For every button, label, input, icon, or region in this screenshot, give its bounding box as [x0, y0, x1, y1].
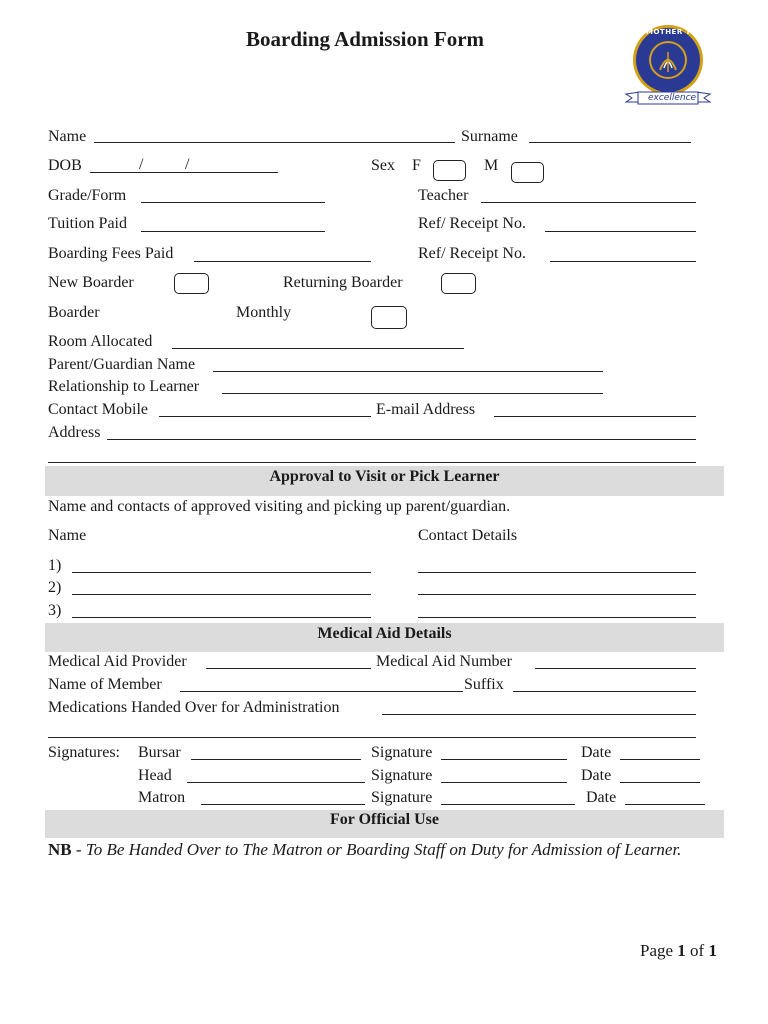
- head-signature-field[interactable]: [441, 782, 567, 783]
- room-field[interactable]: [172, 348, 464, 349]
- ref-receipt-label-2: Ref/ Receipt No.: [418, 245, 526, 262]
- dob-field[interactable]: [90, 172, 278, 173]
- approval-name-column: Name: [48, 527, 87, 544]
- signatures-label: Signatures:: [48, 744, 120, 761]
- signature-label: Signature: [371, 744, 433, 761]
- date-label: Date: [581, 767, 612, 784]
- sex-f-checkbox[interactable]: [433, 160, 466, 181]
- matron-name-field[interactable]: [201, 804, 365, 805]
- approval-name-field-3[interactable]: [72, 617, 371, 618]
- page-indicator: [640, 941, 717, 961]
- boarding-fees-field[interactable]: [194, 261, 371, 262]
- name-field[interactable]: [94, 142, 455, 143]
- signature-label: Signature: [371, 767, 433, 784]
- head-name-field[interactable]: [187, 782, 365, 783]
- page-total: 1: [708, 941, 717, 960]
- signature-role: Head: [138, 767, 172, 784]
- medical-heading: Medical Aid Details: [45, 623, 724, 652]
- suffix-field[interactable]: [513, 691, 696, 692]
- returning-boarder-label: Returning Boarder: [283, 274, 403, 291]
- monthly-label: Monthly: [236, 304, 292, 321]
- approval-name-field-1[interactable]: [72, 572, 371, 573]
- approval-heading: Approval to Visit or Pick Learner: [45, 466, 724, 496]
- email-label: E-mail Address: [376, 401, 476, 418]
- ref-receipt-field-2[interactable]: [550, 261, 696, 262]
- approval-intro: Name and contacts of approved visiting and picking up parent/guardian.: [48, 498, 511, 515]
- name-label: Name: [48, 128, 87, 145]
- medications-field-line-2[interactable]: [48, 737, 696, 738]
- teacher-label: Teacher: [418, 187, 469, 204]
- page-word: Page: [640, 941, 674, 960]
- head-date-field[interactable]: [620, 782, 700, 783]
- approval-contact-field-1[interactable]: [418, 572, 696, 573]
- relationship-label: Relationship to Learner: [48, 378, 200, 395]
- sex-m-checkbox[interactable]: [511, 162, 544, 183]
- monthly-checkbox[interactable]: [371, 306, 407, 329]
- returning-boarder-checkbox[interactable]: [441, 273, 476, 294]
- logo-ring-text: MOTHER TOUCH: [646, 28, 716, 36]
- tuition-label: Tuition Paid: [48, 215, 127, 232]
- approval-row-number: 2): [48, 579, 62, 596]
- approval-row-number: 3): [48, 602, 62, 619]
- bursar-name-field[interactable]: [191, 759, 361, 760]
- address-label: Address: [48, 424, 101, 441]
- handover-note: [48, 835, 688, 864]
- dob-label: DOB: [48, 157, 82, 174]
- approval-contact-field-3[interactable]: [418, 617, 696, 618]
- matron-date-field[interactable]: [625, 804, 705, 805]
- dob-separator: /: [139, 156, 144, 173]
- member-name-field[interactable]: [180, 691, 463, 692]
- date-label: Date: [586, 789, 617, 806]
- address-field-line-2[interactable]: [48, 462, 696, 463]
- school-logo: [620, 22, 718, 112]
- official-use-heading: For Official Use: [45, 810, 724, 838]
- email-field[interactable]: [494, 416, 696, 417]
- surname-field[interactable]: [529, 142, 691, 143]
- note-dash: -: [71, 840, 86, 859]
- page-number: 1: [677, 941, 686, 960]
- surname-label: Surname: [461, 128, 518, 145]
- address-field[interactable]: [107, 439, 696, 440]
- form-title: Boarding Admission Form: [246, 27, 485, 51]
- new-boarder-checkbox[interactable]: [174, 273, 209, 294]
- ref-receipt-field[interactable]: [545, 231, 696, 232]
- teacher-field[interactable]: [481, 202, 696, 203]
- medications-field[interactable]: [382, 714, 696, 715]
- note-text: To Be Handed Over to The Matron or Boarding Staff on Duty for Admission of Learner.: [85, 840, 682, 859]
- matron-signature-field[interactable]: [441, 804, 575, 805]
- suffix-label: Suffix: [464, 676, 504, 693]
- boarding-fees-label: Boarding Fees Paid: [48, 245, 174, 262]
- dob-separator: /: [185, 156, 190, 173]
- member-name-label: Name of Member: [48, 676, 162, 693]
- relationship-field[interactable]: [222, 393, 603, 394]
- signature-role: Bursar: [138, 744, 181, 761]
- grade-label: Grade/Form: [48, 187, 127, 204]
- ref-receipt-label: Ref/ Receipt No.: [418, 215, 526, 232]
- sex-m-label: M: [484, 157, 499, 174]
- logo-ribbon-text: excellence: [648, 93, 697, 103]
- approval-contact-column: Contact Details: [418, 527, 518, 544]
- medical-provider-label: Medical Aid Provider: [48, 653, 187, 670]
- mobile-label: Contact Mobile: [48, 401, 148, 418]
- mobile-field[interactable]: [159, 416, 371, 417]
- new-boarder-label: New Boarder: [48, 274, 134, 291]
- medical-number-field[interactable]: [535, 668, 696, 669]
- grade-field[interactable]: [141, 202, 325, 203]
- sex-label: Sex: [371, 157, 395, 174]
- room-label: Room Allocated: [48, 333, 153, 350]
- medical-number-label: Medical Aid Number: [376, 653, 512, 670]
- boarder-label: Boarder: [48, 304, 100, 321]
- medications-label: Medications Handed Over for Administration: [48, 699, 340, 716]
- sex-f-label: F: [412, 157, 421, 174]
- bursar-date-field[interactable]: [620, 759, 700, 760]
- approval-contact-field-2[interactable]: [418, 594, 696, 595]
- of-word: of: [690, 941, 705, 960]
- bursar-signature-field[interactable]: [441, 759, 567, 760]
- approval-row-number: 1): [48, 557, 62, 574]
- medical-provider-field[interactable]: [206, 668, 371, 669]
- note-prefix: NB: [48, 840, 72, 859]
- tuition-field[interactable]: [141, 231, 325, 232]
- approval-name-field-2[interactable]: [72, 594, 371, 595]
- date-label: Date: [581, 744, 612, 761]
- parent-field[interactable]: [213, 371, 603, 372]
- parent-label: Parent/Guardian Name: [48, 356, 196, 373]
- signature-label: Signature: [371, 789, 433, 806]
- signature-role: Matron: [138, 789, 186, 806]
